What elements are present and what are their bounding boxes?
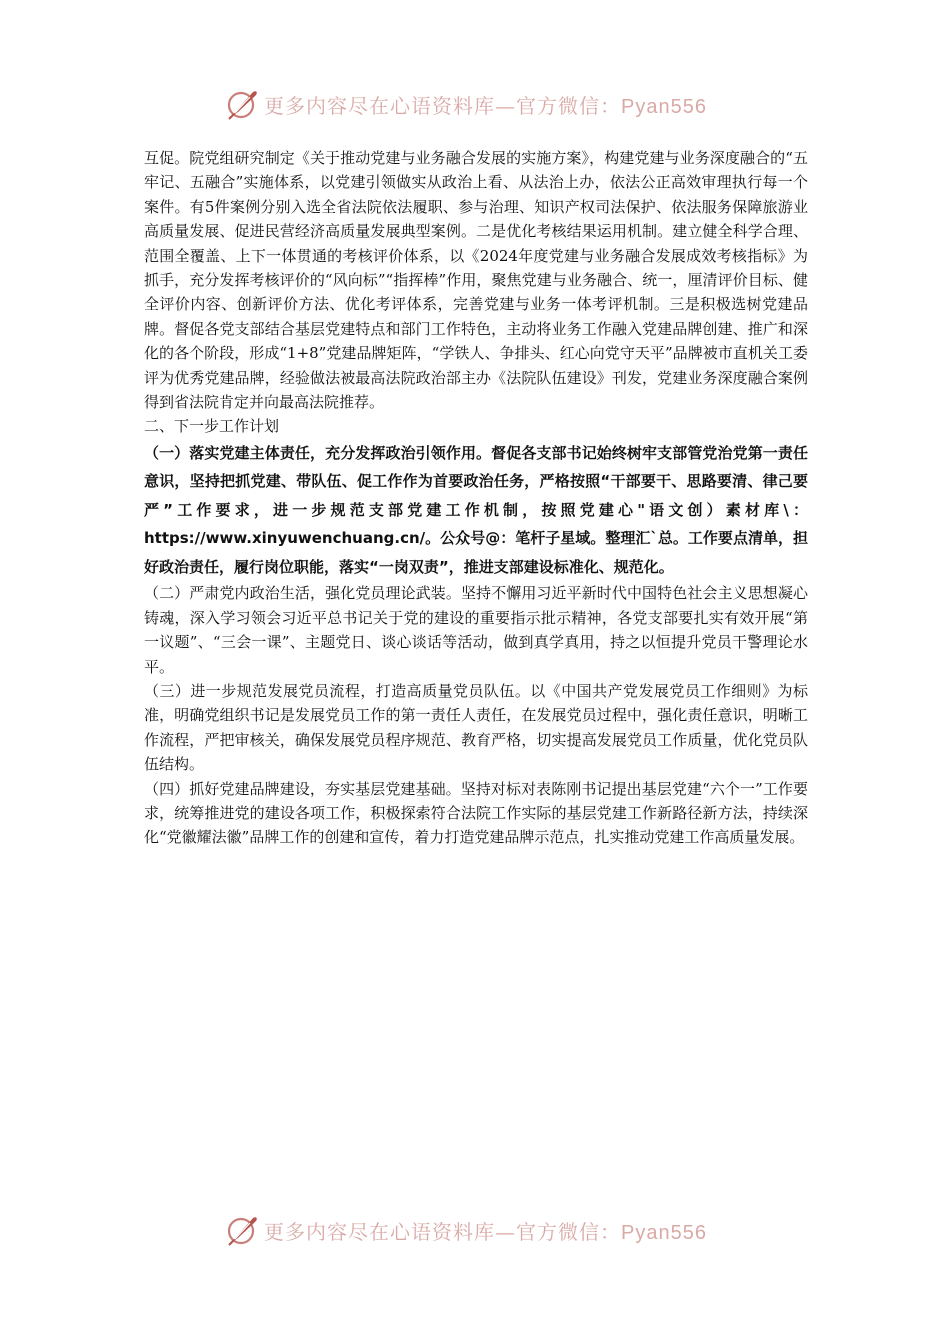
banner-text [264,1216,707,1245]
footer-banner [0,1212,950,1248]
paragraph-item-1-bold: （一）落实党建主体责任，充分发挥政治引领作用。督促各支部书记始终树牢支部管党治党第一责任意识，坚持把抓党建、带队伍、促工作作为首要政治任务，严格按照“干部要干、思路要清、律己要严”工作要求，进一步规范支部党建工作机制，按照党建心"语文创）素材库\：https://www.xinyuwenchuang.cn/。公众号@：笔杆子星域。整理汇`总。工作要点清单，担好政治责任，履行岗位职能，落实“一岗双责”，推进支部建设标准化、规范化。 [144,443,808,576]
banner-text [264,90,707,119]
paragraph-item-2: （二）严肃党内政治生活，强化党员理论武装。坚持不懈用习近平新时代中国特色社会主义思想凝心铸魂，深入学习领会习近平总书记关于党的建设的重要指示批示精神，各党支部要扎实有效开展“第一议题”、“三会一课”、主题党日、谈心谈话等活动，做到真学真用，持之以恒提升党员干警理论水平。 [144,584,808,676]
banner-wechat-id: Pyan556 [621,1222,707,1244]
section-heading-next-plan: 二、下一步工作计划 [144,417,280,436]
paragraph-continuation: 互促。院党组研究制定《关于推动党建与业务融合发展的实施方案》，构建党建与业务深度融合的“五牢记、五融合”实施体系，以党建引领做实从政治上看、从法治上办，依法公正高效审理执行每一个案件。有5件案例分别入选全省法院依法履职、参与治理、知识产权司法保护、依法服务保障旅游业高质量发展、促进民营经济高质量发展典型案例。二是优化考核结果运用机制。建立健全科学合理、范围全覆盖、上下一体贯通的考核评价体系，以《2024年度党建与业务融合发展成效考核指标》为抓手，充分发挥考核评价的“风向标”“指挥棒”作用，聚焦党建与业务融合、统一，厘清评价目标、健全评价内容、创新评价方法、优化考评体系，完善党建与业务一体考评机制。三是积极选树党建品牌。督促各党支部结合基层党建特点和部门工作特色，主动将业务工作融入党建品牌创建、推广和深化的各个阶段，形成“1+8”党建品牌矩阵，“学铁人、争排头、红心向党守天平”品牌被市直机关工委评为优秀党建品牌，经验做法被最高法院政治部主办《法院队伍建设》刊发，党建业务深度融合案例得到省法院肯定并向最高法院推荐。 [144,149,808,412]
feather-pen-logo-icon [226,88,260,120]
paragraph-item-4: （四）抓好党建品牌建设，夯实基层党建基础。坚持对标对表陈刚书记提出基层党建“六个一”工作要求，统筹推进党的建设各项工作，积极探索符合法院工作实际的基层党建工作新路径新方法，持续深化“党徽耀法徽”品牌工作的创建和宣传，着力打造党建品牌示范点，扎实推动党建工作高质量发展。 [144,779,808,847]
feather-pen-logo-icon [226,1214,260,1246]
header-banner [0,86,950,122]
banner-text-cn: 更多内容尽在心语资料库—官方微信： [264,94,621,118]
paragraph-item-3: （三）进一步规范发展党员流程，打造高质量党员队伍。以《中国共产党发展党员工作细则》为标准，明确党组织书记是发展党员工作的第一责任人责任，在发展党员过程中，强化责任意识，明晰工作流程，严把审核关，确保发展党员程序规范、教育严格，切实提高发展党员工作质量，优化党员队伍结构。 [144,682,808,774]
banner-text-cn: 更多内容尽在心语资料库—官方微信： [264,1220,621,1244]
document-body [144,146,808,850]
banner-wechat-id: Pyan556 [621,96,707,118]
